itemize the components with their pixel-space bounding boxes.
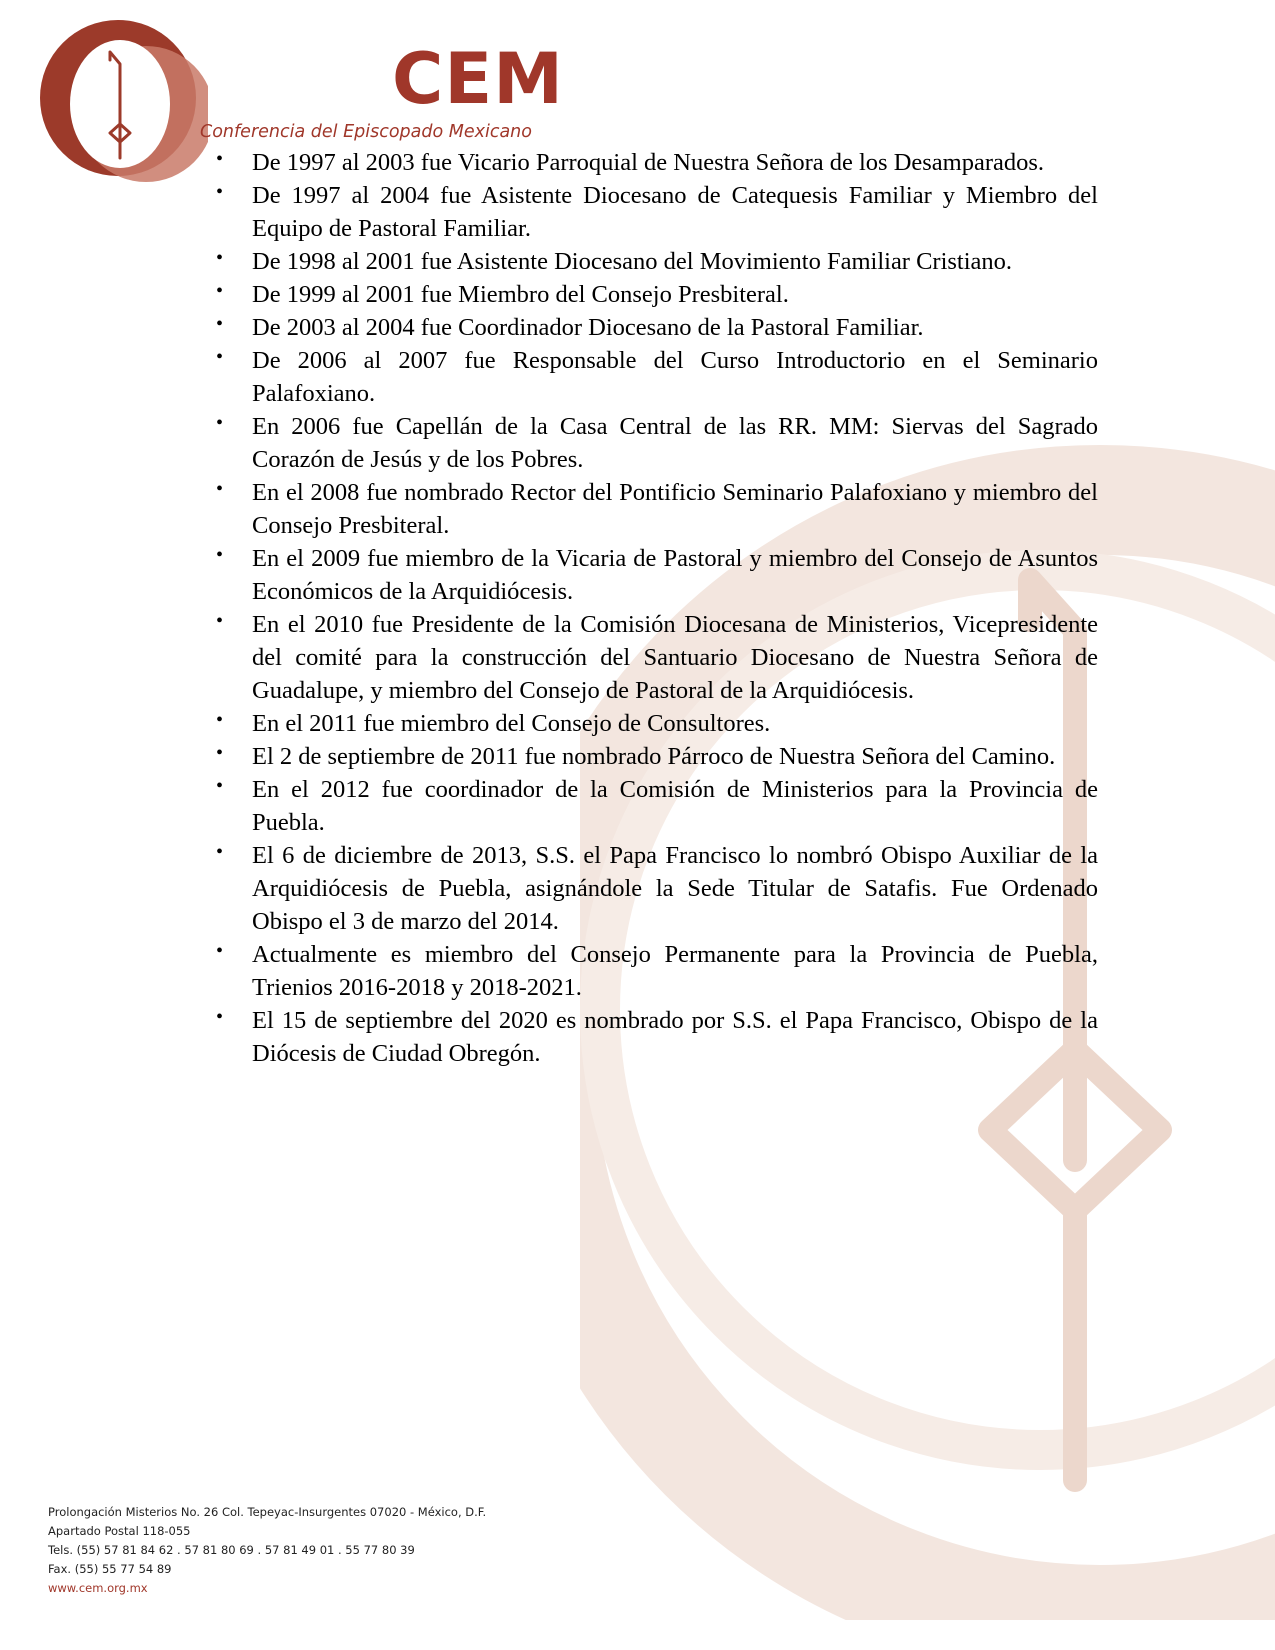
list-item-text: El 6 de diciembre de 2013, S.S. el Papa Francisco lo nombró Obispo Auxiliar de la Arquidiócesis de Puebla, asignándole la Sede Titular de Satafis. Fue Ordenado Obispo el 3 de marzo del 2014. [252,842,1098,935]
list-item [216,773,1098,839]
list-item-text: En 2006 fue Capellán de la Casa Central de las RR. MM: Siervas del Sagrado Corazón de Jesús y de los Pobres. [252,413,1098,473]
list-item [216,740,1098,773]
list-item-text: De 2006 al 2007 fue Responsable del Curso Introductorio en el Seminario Palafoxiano. [252,347,1098,407]
list-item [216,839,1098,938]
bullet-icon: • [216,709,224,731]
brand-title: CEM [392,38,564,120]
list-item-text: Actualmente es miembro del Consejo Permanente para la Provincia de Puebla, Trienios 2016-2018 y 2018-2021. [252,941,1098,1001]
bullet-icon: • [216,775,224,797]
bullet-icon: • [216,247,224,269]
bullet-icon: • [216,1006,224,1028]
list-item [216,707,1098,740]
bullet-icon: • [216,940,224,962]
bullet-icon: • [216,544,224,566]
list-item [216,938,1098,1004]
list-item-text: De 1998 al 2001 fue Asistente Diocesano del Movimiento Familiar Cristiano. [252,248,1013,275]
list-item-text: De 1997 al 2004 fue Asistente Diocesano de Catequesis Familiar y Miembro del Equipo de Pastoral Familiar. [252,182,1098,242]
list-item-text: De 1999 al 2001 fue Miembro del Consejo Presbiteral. [252,281,789,308]
bullet-icon: • [216,280,224,302]
footer [48,1503,486,1598]
list-item [216,344,1098,410]
list-item [216,476,1098,542]
list-item-text: En el 2009 fue miembro de la Vicaria de Pastoral y miembro del Consejo de Asuntos Económicos de la Arquidiócesis. [252,545,1098,605]
list-item [216,179,1098,245]
footer-website-link[interactable]: www.cem.org.mx [48,1581,148,1595]
list-item [216,542,1098,608]
list-item [216,410,1098,476]
list-item [216,245,1098,278]
footer-address: Prolongación Misterios No. 26 Col. Tepeyac-Insurgentes 07020 - México, D.F. [48,1505,487,1519]
cem-logo-icon [36,20,208,182]
list-item-text: En el 2010 fue Presidente de la Comisión Diocesana de Ministerios, Vicepresidente del comité para la construcción del Santuario Diocesano de Nuestra Señora de Guadalupe, y miembro del Consejo de Pastoral de la Arquidiócesis. [252,611,1098,704]
footer-po-box: Apartado Postal 118-055 [48,1524,191,1538]
list-item [216,608,1098,707]
list-item [216,146,1098,179]
footer-phones: Tels. (55) 57 81 84 62 . 57 81 80 69 . 57 81 49 01 . 55 77 80 39 [48,1543,415,1557]
bullet-icon: • [216,841,224,863]
bullet-icon: • [216,742,224,764]
bullet-icon: • [216,346,224,368]
bullet-icon: • [216,313,224,335]
bullet-icon: • [216,181,224,203]
list-item-text: En el 2012 fue coordinador de la Comisión de Ministerios para la Provincia de Puebla. [252,776,1098,836]
organization-name: Conferencia del Episcopado Mexicano [200,122,532,142]
bullet-icon: • [216,610,224,632]
bullet-icon: • [216,412,224,434]
footer-fax: Fax. (55) 55 77 54 89 [48,1562,172,1576]
list-item-text: De 1997 al 2003 fue Vicario Parroquial de Nuestra Señora de los Desamparados. [252,149,1045,176]
bullet-icon: • [216,148,224,170]
list-item-text: El 2 de septiembre de 2011 fue nombrado Párroco de Nuestra Señora del Camino. [252,743,1056,770]
list-item-text: En el 2011 fue miembro del Consejo de Consultores. [252,710,771,737]
list-item [216,311,1098,344]
list-item-text: De 2003 al 2004 fue Coordinador Diocesano de la Pastoral Familiar. [252,314,924,341]
list-item [216,1004,1098,1070]
bullet-icon: • [216,478,224,500]
list-item-text: En el 2008 fue nombrado Rector del Pontificio Seminario Palafoxiano y miembro del Consejo Presbiteral. [252,479,1098,539]
list-item-text: El 15 de septiembre del 2020 es nombrado por S.S. el Papa Francisco, Obispo de la Diócesis de Ciudad Obregón. [252,1007,1098,1067]
list-item [216,278,1098,311]
biography-list [216,146,1098,1070]
